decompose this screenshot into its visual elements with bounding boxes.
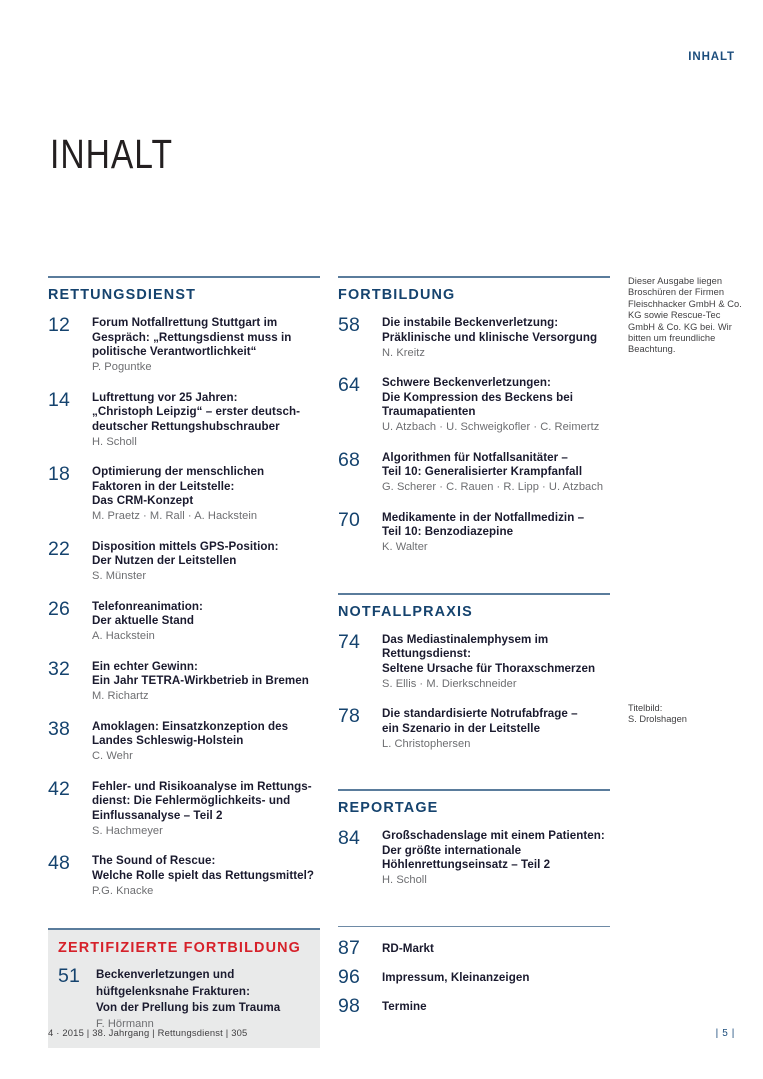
toc-entry-page-number: 68: [338, 448, 361, 471]
toc-entry-author: A. Hackstein: [92, 630, 155, 643]
toc-entry-page-number: 98: [338, 995, 361, 1018]
toc-entry-body: [382, 376, 610, 435]
toc-entry-body: [382, 707, 610, 751]
toc-entry[interactable]: [338, 937, 610, 960]
section-divider-rule: [48, 276, 320, 278]
section-divider-rule: [338, 276, 610, 278]
toc-entry-body: [382, 511, 610, 555]
toc-entry-body: [92, 720, 320, 764]
toc-entry-page-number: 22: [48, 537, 71, 560]
toc-entry-title: The Sound of Rescue: Welche Rolle spielt das Rettungsmittel?: [92, 854, 315, 882]
toc-entry-page-number: 51: [58, 965, 81, 988]
toc-entry[interactable]: [48, 465, 320, 524]
toc-entry-body: [382, 633, 610, 692]
toc-entry[interactable]: [48, 316, 320, 375]
toc-entry[interactable]: [48, 717, 320, 764]
toc-entry-title: Termine: [382, 999, 427, 1013]
toc-entry-title: Großschadenslage mit einem Patienten: Der größte internationale Höhlenrettungseinsatz – Teil 2: [382, 829, 605, 872]
section-heading: RETTUNGSDIENST: [48, 287, 197, 303]
toc-entry-page-number: 18: [48, 463, 71, 486]
toc-entry-author: U. Atzbach · U. Schweigkofler · C. Reimertz: [382, 421, 600, 434]
toc-entry-page-number: 32: [48, 657, 71, 680]
toc-entry-title: RD-Markt: [382, 941, 434, 955]
toc-column-left: [48, 276, 320, 1048]
section-heading: NOTFALLPRAXIS: [338, 603, 473, 620]
toc-entry-author: M. Praetz · M. Rall · A. Hackstein: [92, 510, 258, 523]
toc-entry-page-number: 74: [338, 630, 361, 653]
toc-entry-author: S. Münster: [92, 570, 147, 583]
toc-entry-page-number: 84: [338, 827, 361, 850]
toc-entry[interactable]: [338, 508, 610, 555]
toc-entry-title: Impressum, Kleinanzeigen: [382, 970, 530, 984]
section-gap: [338, 571, 610, 593]
toc-entry-title: Das Mediastinalemphysem im Rettungsdienst: Seltene Ursache für Thoraxschmerzen: [382, 632, 596, 675]
toc-entry-page-number: 42: [48, 777, 71, 800]
toc-section: [338, 937, 610, 1018]
toc-entry-body: [382, 941, 610, 956]
toc-entry-body: [382, 316, 610, 360]
toc-entry-page-number: 38: [48, 717, 71, 740]
toc-entry-author: H. Scholl: [382, 874, 427, 887]
toc-entry-body: [92, 391, 320, 450]
toc-entry-body: [382, 999, 610, 1014]
toc-entry[interactable]: [48, 657, 320, 704]
section-heading: FORTBILDUNG: [338, 287, 456, 303]
section-divider-rule: [338, 789, 610, 791]
toc-entry[interactable]: [58, 967, 308, 1031]
toc-entry-title: Luftrettung vor 25 Jahren: „Christoph Leipzig“ – erster deutsch- deutscher Rettungshubschrauber: [92, 390, 300, 433]
toc-entry-author: L. Christophersen: [382, 737, 471, 750]
toc-entry[interactable]: [338, 448, 610, 495]
section-divider-rule: [338, 926, 610, 928]
toc-entry-title: Telefonreanimation: Der aktuelle Stand: [92, 599, 203, 628]
toc-entry-body: [92, 660, 320, 704]
toc-entry-title: Fehler- und Risikoanalyse im Rettungs- dienst: Die Fehlermöglichkeits- und Einflussanalyse – Teil 2: [92, 779, 312, 822]
toc-entry-page-number: 87: [338, 937, 361, 960]
toc-entry-page-number: 78: [338, 705, 361, 728]
footer-issue-info: 4 · 2015 | 38. Jahrgang | Rettungsdienst | 305: [48, 1027, 248, 1038]
insert-note: Dieser Ausgabe liegen Broschüren der Firmen Fleischhacker GmbH & Co. KG sowie Rescue-Tec GmbH & Co. KG bei. Wir bitten um freundliche Beachtung.: [628, 276, 742, 355]
section-heading: ZERTIFIZIERTE FORTBILDUNG: [58, 940, 301, 957]
toc-entry-title: Die standardisierte Notrufabfrage – ein Szenario in der Leitstelle: [382, 707, 578, 735]
toc-entry-body: [92, 854, 320, 898]
toc-entry-title: Ein echter Gewinn: Ein Jahr TETRA-Wirkbetrieb in Bremen: [92, 659, 309, 688]
toc-entry-title: Forum Notfallrettung Stuttgart im Gespräch: „Rettungsdienst muss in politische Verantwortlichkeit“: [92, 316, 292, 359]
toc-entry-author: M. Richartz: [92, 690, 149, 703]
toc-entry[interactable]: [48, 388, 320, 450]
toc-entry-author: P.G. Knacke: [92, 884, 154, 897]
toc-entry-body: [92, 540, 320, 584]
toc-entry-body: [382, 829, 610, 888]
toc-entry-body: [92, 465, 320, 524]
toc-entry-title: Beckenverletzungen und hüftgelenksnahe Frakturen: Von der Prellung bis zum Trauma: [96, 968, 281, 1015]
toc-entry-title: Algorithmen für Notfallsanitäter – Teil 10: Generalisierter Krampfanfall: [382, 450, 583, 479]
toc-section: [338, 604, 610, 752]
section-gap: [48, 914, 320, 928]
toc-entry[interactable]: [338, 707, 610, 751]
toc-entry-body: [92, 316, 320, 375]
toc-entry[interactable]: [48, 854, 320, 898]
toc-entry-author: K. Walter: [382, 541, 428, 554]
toc-entry-author: P. Poguntke: [92, 361, 152, 374]
toc-section: [338, 287, 610, 555]
toc-entry-page-number: 48: [48, 852, 71, 875]
toc-entry-author: H. Scholl: [92, 435, 137, 448]
toc-entry-page-number: 58: [338, 314, 361, 336]
toc-entry[interactable]: [338, 995, 610, 1018]
section-divider-rule: [338, 593, 610, 595]
running-head: INHALT: [688, 51, 735, 63]
toc-entry-title: Die instabile Beckenverletzung: Präklinische und klinische Versorgung: [382, 316, 598, 344]
toc-entry-author: F. Hörmann: [96, 1018, 154, 1031]
toc-entry[interactable]: [338, 373, 610, 435]
toc-entry-body: [96, 967, 308, 1031]
toc-entry-page-number: 14: [48, 388, 71, 411]
toc-entry-page-number: 12: [48, 314, 71, 336]
toc-column-middle: [338, 276, 610, 1027]
toc-entry[interactable]: [338, 630, 610, 692]
toc-entry[interactable]: [48, 597, 320, 644]
toc-entry-author: S. Ellis · M. Dierkschneider: [382, 677, 517, 690]
toc-entry-author: G. Scherer · C. Rauen · R. Lipp · U. Atzbach: [382, 481, 604, 494]
toc-entry-page-number: 64: [338, 373, 361, 396]
toc-entry[interactable]: [48, 537, 320, 584]
toc-entry-body: [92, 600, 320, 644]
toc-column-sidebar: [628, 276, 746, 356]
section-heading: REPORTAGE: [338, 800, 439, 817]
toc-entry-author: S. Hachmeyer: [92, 824, 163, 837]
toc-entry-author: N. Kreitz: [382, 346, 425, 359]
toc-entry-title: Amoklagen: Einsatzkonzeption des Landes Schleswig-Holstein: [92, 719, 289, 748]
toc-section: [48, 287, 320, 898]
toc-entry-author: C. Wehr: [92, 750, 133, 763]
toc-entry[interactable]: [48, 777, 320, 839]
toc-entry-page-number: 96: [338, 966, 361, 989]
page-title: INHALT: [50, 131, 173, 178]
section-gap: [338, 904, 610, 926]
toc-entry-body: [92, 780, 320, 839]
toc-entry-body: [382, 970, 610, 985]
toc-entry[interactable]: [338, 316, 610, 360]
toc-entry-title: Disposition mittels GPS-Position: Der Nutzen der Leitstellen: [92, 539, 279, 568]
section-gap: [338, 767, 610, 789]
toc-entry-page-number: 26: [48, 597, 71, 620]
toc-entry[interactable]: [338, 966, 610, 989]
toc-entry-title: Optimierung der menschlichen Faktoren in der Leitstelle: Das CRM-Konzept: [92, 465, 265, 508]
footer-page-number: | 5 |: [715, 1028, 735, 1039]
toc-entry-page-number: 70: [338, 508, 361, 531]
toc-section: [338, 800, 610, 888]
cover-credit: Titelbild: S. Drolshagen: [628, 703, 687, 725]
toc-entry[interactable]: [338, 829, 610, 888]
toc-entry-title: Medikamente in der Notfallmedizin – Teil 10: Benzodiazepine: [382, 510, 585, 539]
toc-entry-body: [382, 451, 610, 495]
toc-entry-title: Schwere Beckenverletzungen: Die Kompression des Beckens bei Traumapatienten: [382, 375, 573, 419]
